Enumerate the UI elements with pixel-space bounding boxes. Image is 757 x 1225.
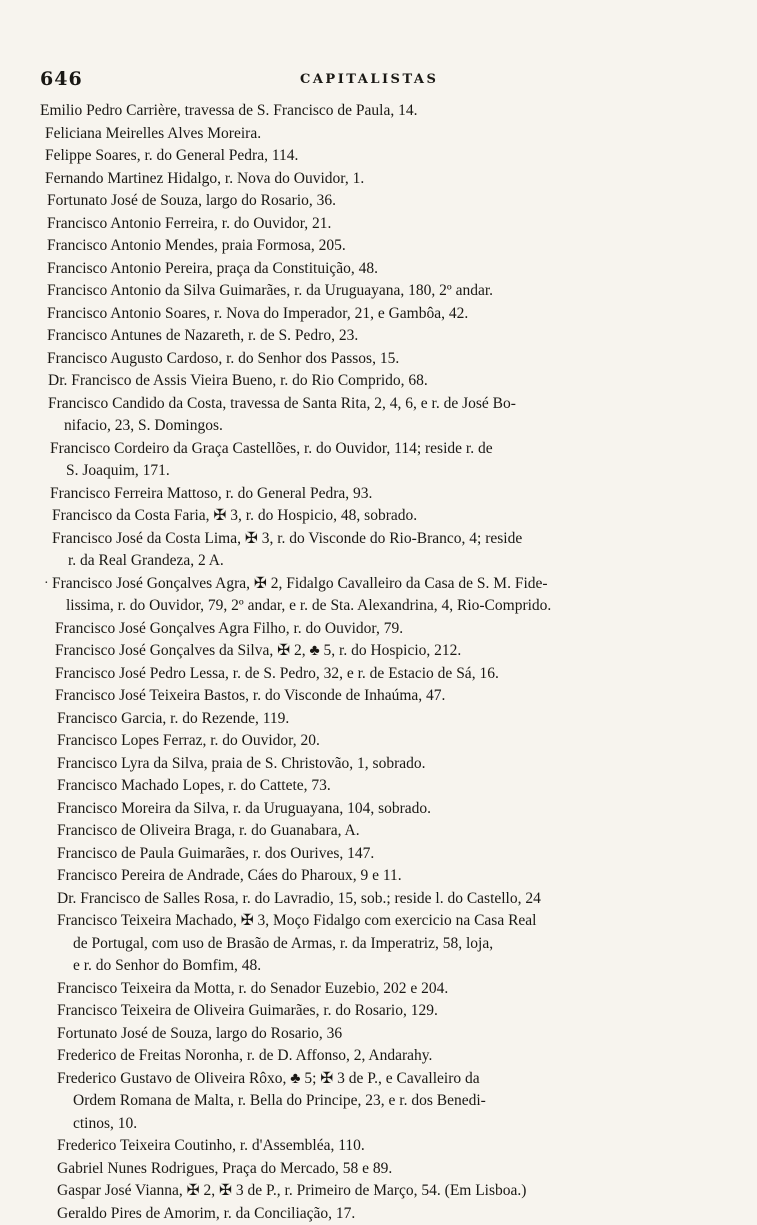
page-header — [40, 68, 690, 92]
entry-line: Francisco Pereira de Andrade, Cáes do Pharoux, 9 e 11. — [0, 865, 757, 888]
entry-line: Francisco José Teixeira Bastos, r. do Visconde de Inhaúma, 47. — [0, 685, 757, 708]
entry-line: Francisco da Costa Faria, ✠ 3, r. do Hospicio, 48, sobrado. — [0, 505, 757, 528]
entry-line: Francisco Ferreira Mattoso, r. do General Pedra, 93. — [0, 483, 757, 506]
entry-line — [0, 573, 757, 596]
entry-continuation: nifacio, 23, S. Domingos. — [0, 415, 757, 438]
entry-line: Francisco Cordeiro da Graça Castellões, r. do Ouvidor, 114; reside r. de — [0, 438, 757, 461]
entry-line: Francisco Garcia, r. do Rezende, 119. — [0, 708, 757, 731]
entry-line: Francisco Lopes Ferraz, r. do Ouvidor, 20. — [0, 730, 757, 753]
entry-line: Francisco Antunes de Nazareth, r. de S. Pedro, 23. — [0, 325, 757, 348]
margin-mark: · — [44, 573, 49, 596]
entry-line: Francisco Machado Lopes, r. do Cattete, 73. — [0, 775, 757, 798]
entry-line: Fernando Martinez Hidalgo, r. Nova do Ouvidor, 1. — [0, 168, 757, 191]
entry-line: Francisco Antonio Pereira, praça da Constituição, 48. — [0, 258, 757, 281]
entry-continuation: r. da Real Grandeza, 2 A. — [0, 550, 757, 573]
entry-line: Dr. Francisco de Assis Vieira Bueno, r. do Rio Comprido, 68. — [0, 370, 757, 393]
entry-line: Feliciana Meirelles Alves Moreira. — [0, 123, 757, 146]
entry-continuation: Ordem Romana de Malta, r. Bella do Principe, 23, e r. dos Benedi- — [0, 1090, 757, 1113]
directory-entries — [0, 100, 757, 1225]
entry-line: Geraldo Pires de Amorim, r. da Conciliação, 17. — [0, 1203, 757, 1225]
entry-line: Francisco José da Costa Lima, ✠ 3, r. do Visconde do Rio-Branco, 4; reside — [0, 528, 757, 551]
entry-line: Francisco Augusto Cardoso, r. do Senhor dos Passos, 15. — [0, 348, 757, 371]
entry-line: Frederico de Freitas Noronha, r. de D. Affonso, 2, Andarahy. — [0, 1045, 757, 1068]
entry-line: Francisco Antonio Ferreira, r. do Ouvidor, 21. — [0, 213, 757, 236]
entry-continuation: lissima, r. do Ouvidor, 79, 2º andar, e r. de Sta. Alexandrina, 4, Rio-Comprido. — [0, 595, 757, 618]
entry-line: Gaspar José Vianna, ✠ 2, ✠ 3 de P., r. Primeiro de Março, 54. (Em Lisboa.) — [0, 1180, 757, 1203]
entry-line: Fortunato José de Souza, largo do Rosario, 36. — [0, 190, 757, 213]
entry-line: Francisco Teixeira Machado, ✠ 3, Moço Fidalgo com exercicio na Casa Real — [0, 910, 757, 933]
entry-continuation: de Portugal, com uso de Brasão de Armas, r. da Imperatriz, 58, loja, — [0, 933, 757, 956]
entry-line: Fortunato José de Souza, largo do Rosario, 36 — [0, 1023, 757, 1046]
running-title: CAPITALISTAS — [300, 72, 438, 87]
entry-line: Gabriel Nunes Rodrigues, Praça do Mercado, 58 e 89. — [0, 1158, 757, 1181]
entry-line: Francisco Candido da Costa, travessa de Santa Rita, 2, 4, 6, e r. de José Bo- — [0, 393, 757, 416]
entry-line: Francisco Teixeira de Oliveira Guimarães, r. do Rosario, 129. — [0, 1000, 757, 1023]
entry-line: Dr. Francisco de Salles Rosa, r. do Lavradio, 15, sob.; reside l. do Castello, 24 — [0, 888, 757, 911]
entry-text: Francisco José Gonçalves Agra, ✠ 2, Fidalgo Cavalleiro da Casa de S. M. Fide- — [52, 575, 548, 592]
entry-line: Francisco José Gonçalves da Silva, ✠ 2, ♣ 5, r. do Hospicio, 212. — [0, 640, 757, 663]
entry-line: Francisco Antonio da Silva Guimarães, r. da Uruguayana, 180, 2º andar. — [0, 280, 757, 303]
entry-continuation: ctinos, 10. — [0, 1113, 757, 1136]
entry-continuation: e r. do Senhor do Bomfim, 48. — [0, 955, 757, 978]
entry-line: Francisco Antonio Soares, r. Nova do Imperador, 21, e Gambôa, 42. — [0, 303, 757, 326]
entry-line: Frederico Gustavo de Oliveira Rôxo, ♣ 5; ✠ 3 de P., e Cavalleiro da — [0, 1068, 757, 1091]
entry-line: Frederico Teixeira Coutinho, r. d'Assembléa, 110. — [0, 1135, 757, 1158]
entry-line: Francisco de Paula Guimarães, r. dos Ourives, 147. — [0, 843, 757, 866]
entry-line: Francisco de Oliveira Braga, r. do Guanabara, A. — [0, 820, 757, 843]
entry-line: Francisco Teixeira da Motta, r. do Senador Euzebio, 202 e 204. — [0, 978, 757, 1001]
entry-line: Francisco Antonio Mendes, praia Formosa, 205. — [0, 235, 757, 258]
entry-line: Francisco Lyra da Silva, praia de S. Christovão, 1, sobrado. — [0, 753, 757, 776]
entry-line: Francisco José Pedro Lessa, r. de S. Pedro, 32, e r. de Estacio de Sá, 16. — [0, 663, 757, 686]
page-number: 646 — [40, 68, 83, 90]
entry-line: Francisco Moreira da Silva, r. da Uruguayana, 104, sobrado. — [0, 798, 757, 821]
entry-line: Felippe Soares, r. do General Pedra, 114. — [0, 145, 757, 168]
entry-continuation: S. Joaquim, 171. — [0, 460, 757, 483]
entry-line: Emilio Pedro Carrière, travessa de S. Francisco de Paula, 14. — [0, 100, 757, 123]
entry-line: Francisco José Gonçalves Agra Filho, r. do Ouvidor, 79. — [0, 618, 757, 641]
